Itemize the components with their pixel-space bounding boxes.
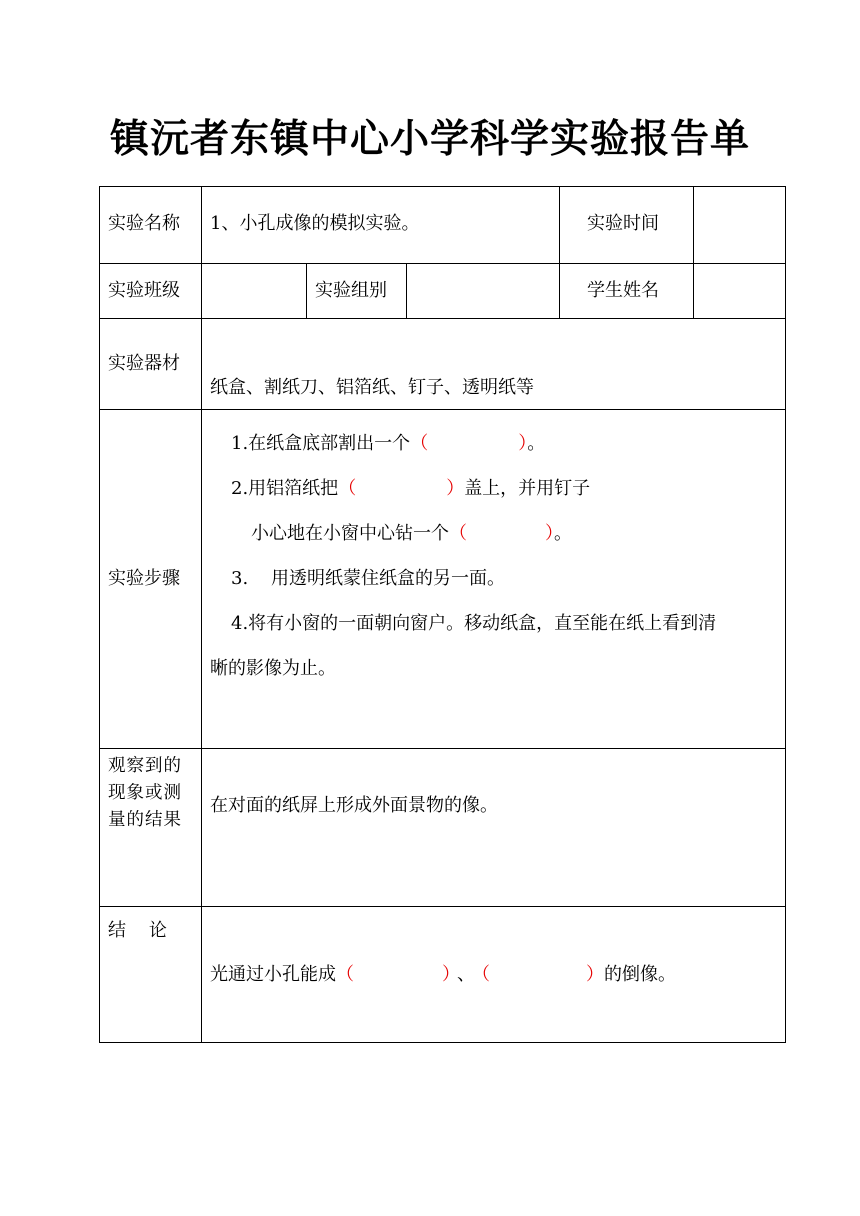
observation-value: 在对面的纸屏上形成外面景物的像。 <box>210 795 498 816</box>
label-steps: 实验步骤 <box>108 568 180 589</box>
label-observation-line-1: 观察到的 <box>108 756 182 776</box>
step-2 <box>231 480 590 498</box>
step-2b-end: 。 <box>554 523 572 544</box>
conclusion-open-paren-1: （ <box>336 964 354 985</box>
step-1-close-paren: ） <box>518 433 528 454</box>
label-student-name: 学生姓名 <box>587 280 659 301</box>
conclusion-close-paren-1: ） <box>442 964 451 985</box>
conclusion-separator: 、 <box>457 964 475 985</box>
step-2b <box>251 525 572 543</box>
conclusion-suffix: 的倒像。 <box>604 964 676 985</box>
conclusion-open-paren-2: （ <box>481 964 490 985</box>
step-1-end: 。 <box>527 433 546 454</box>
step-2b-close-paren: ） <box>545 523 554 544</box>
step-2b-open-paren: （ <box>449 523 467 544</box>
label-observation-line-2: 现象或测 <box>108 783 182 803</box>
step-1-open-paren: （ <box>410 433 429 454</box>
label-conclusion: 结 论 <box>108 920 167 941</box>
label-experiment-time: 实验时间 <box>587 213 659 234</box>
step-1-text: 1.在纸盒底部割出一个 <box>231 433 411 454</box>
step-4-line-1: 4.将有小窗的一面朝向窗户。移动纸盒，直至能在纸上看到清 <box>231 613 717 634</box>
label-observation <box>108 753 182 834</box>
step-2-end: 盖上，并用钉子 <box>464 478 591 499</box>
step-3: 3. 用透明纸蒙住纸盒的另一面。 <box>231 568 506 589</box>
step-2-text: 2.用铝箔纸把 <box>231 478 339 499</box>
label-class: 实验班级 <box>108 280 180 301</box>
step-2-close-paren: ） <box>446 478 465 499</box>
conclusion-close-paren-2: ） <box>586 964 604 985</box>
step-2b-text: 小心地在小窗中心钻一个 <box>251 523 449 544</box>
label-group: 实验组别 <box>315 280 387 301</box>
label-experiment-name: 实验名称 <box>108 213 180 234</box>
step-2-open-paren: （ <box>338 478 357 499</box>
document-title: 镇沅者东镇中心小学科学实验报告单 <box>109 117 750 162</box>
label-materials: 实验器材 <box>108 353 180 374</box>
materials-value: 纸盒、割纸刀、铝箔纸、钉子、透明纸等 <box>210 377 534 398</box>
label-observation-line-3: 量的结果 <box>108 810 182 830</box>
conclusion-sentence <box>210 966 676 984</box>
step-1 <box>231 435 545 453</box>
step-4-line-2: 晰的影像为止。 <box>210 658 336 679</box>
conclusion-prefix: 光通过小孔能成 <box>210 964 336 985</box>
experiment-name-value: 1、小孔成像的模拟实验。 <box>210 213 420 234</box>
